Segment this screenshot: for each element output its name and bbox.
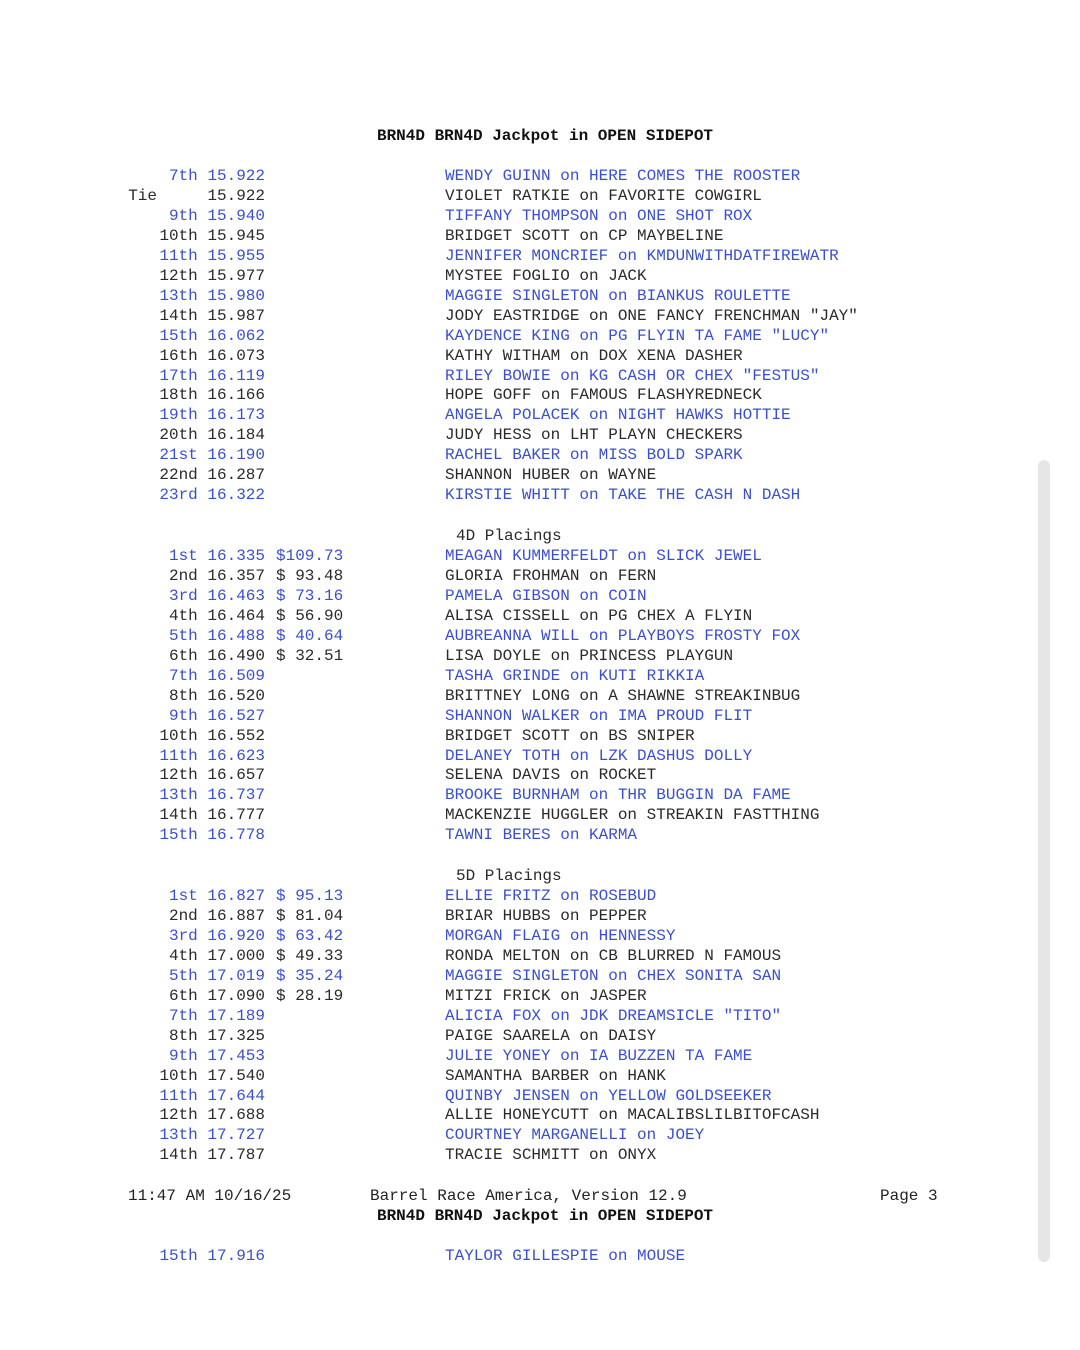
result-row [0, 1006, 1080, 1026]
rider-and-horse: TAWNI BERES on KARMA [445, 826, 638, 845]
place-label: 16th [159, 346, 198, 365]
result-row [0, 966, 1080, 986]
place-and-time [159, 266, 265, 286]
rider-and-horse: SELENA DAVIS on ROCKET [445, 766, 657, 785]
place-and-time [159, 306, 265, 326]
time-value: 16.335 [207, 547, 265, 565]
time-value: 15.922 [207, 167, 265, 185]
rider-and-horse: TRACIE SCHMITT on ONYX [445, 1146, 657, 1165]
place-and-time [169, 926, 265, 946]
rider-and-horse: ANGELA POLACEK on NIGHT HAWKS HOTTIE [445, 406, 791, 425]
result-row [0, 726, 1080, 746]
time-value: 16.463 [207, 586, 265, 605]
result-row [0, 405, 1080, 425]
rider-and-horse: MACKENZIE HUGGLER on STREAKIN FASTTHING [445, 806, 820, 825]
rider-and-horse: MYSTEE FOGLIO on JACK [445, 266, 647, 285]
place-label: 18th [159, 386, 198, 405]
place-label: 14th [159, 1146, 198, 1165]
place-label: 12th [159, 1106, 198, 1125]
result-row [0, 226, 1080, 246]
rider-and-horse: KAYDENCE KING on PG FLYIN TA FAME "LUCY" [445, 326, 830, 345]
prize-amount: $ 73.16 [276, 586, 344, 605]
result-row [0, 266, 1080, 286]
place-and-time [159, 1246, 265, 1266]
place-label: 3rd [168, 586, 198, 605]
time-value: 15.987 [207, 306, 265, 325]
time-value: 16.527 [207, 706, 265, 725]
place-and-time [159, 326, 265, 346]
result-row [0, 825, 1080, 845]
place-and-time [169, 626, 265, 646]
time-value: 17.540 [207, 1066, 265, 1085]
result-row [0, 326, 1080, 346]
place-and-time [169, 886, 265, 906]
time-value: 16.887 [207, 906, 265, 925]
rider-and-horse: BRITTNEY LONG on A SHAWNE STREAKINBUG [445, 686, 801, 705]
time-value: 17.325 [207, 1026, 265, 1045]
place-label: 9th [168, 206, 198, 225]
time-value: 15.922 [207, 186, 265, 205]
place-label: 4th [168, 606, 198, 625]
rider-and-horse: MITZI FRICK on JASPER [445, 986, 647, 1005]
result-row [0, 186, 1080, 206]
place-label: Tie [128, 186, 157, 205]
result-row [0, 1026, 1080, 1046]
section-4d-heading: 4D Placings [456, 527, 562, 545]
rider-and-horse: BRIDGET SCOTT on BS SNIPER [445, 726, 695, 745]
place-label: 10th [159, 1066, 198, 1085]
result-row [0, 606, 1080, 626]
place-label: 9th [168, 1046, 198, 1065]
place-label: 2nd [168, 906, 198, 925]
place-and-time [159, 445, 265, 465]
time-value: 16.920 [207, 926, 265, 945]
rider-and-horse: TIFFANY THOMPSON on ONE SHOT ROX [445, 206, 753, 225]
time-value: 16.737 [207, 786, 265, 805]
result-row [0, 465, 1080, 485]
place-and-time [169, 906, 265, 926]
place-label: 15th [159, 1247, 198, 1265]
result-row [0, 366, 1080, 386]
time-value: 17.916 [207, 1247, 265, 1265]
place-and-time [159, 405, 265, 425]
time-value: 16.357 [207, 566, 265, 585]
result-row [0, 566, 1080, 586]
time-value: 17.189 [207, 1006, 265, 1025]
rider-and-horse: JENNIFER MONCRIEF on KMDUNWITHDATFIREWATR [445, 246, 839, 265]
result-row [0, 1125, 1080, 1145]
time-value: 16.827 [207, 887, 265, 905]
time-value: 16.190 [207, 446, 265, 465]
place-and-time [169, 1006, 265, 1026]
result-row [0, 1066, 1080, 1086]
rider-and-horse: RILEY BOWIE on KG CASH OR CHEX "FESTUS" [445, 366, 820, 385]
prize-amount: $ 28.19 [276, 986, 344, 1005]
prize-amount: $ 35.24 [276, 966, 344, 985]
time-value: 16.623 [207, 746, 265, 765]
time-value: 16.552 [207, 726, 265, 745]
result-row [0, 686, 1080, 706]
place-and-time [128, 186, 265, 206]
place-and-time [159, 226, 265, 246]
prize-amount: $ 63.42 [276, 926, 344, 945]
time-value: 16.464 [207, 606, 265, 625]
place-and-time [159, 346, 265, 366]
time-value: 15.945 [207, 226, 265, 245]
time-value: 16.778 [207, 826, 265, 845]
time-value: 16.520 [207, 686, 265, 705]
time-value: 16.119 [207, 366, 265, 385]
place-label: 8th [168, 1026, 198, 1045]
rider-and-horse: ALLIE HONEYCUTT on MACALIBSLILBITOFCASH [445, 1106, 820, 1125]
place-label: 17th [159, 366, 198, 385]
rider-and-horse: RACHEL BAKER on MISS BOLD SPARK [445, 446, 743, 465]
rider-and-horse: MORGAN FLAIG on HENNESSY [445, 926, 676, 945]
time-value: 15.940 [207, 206, 265, 225]
place-label: 11th [159, 1086, 198, 1105]
prize-amount: $ 81.04 [276, 906, 344, 925]
result-row [0, 346, 1080, 366]
place-label: 8th [168, 686, 198, 705]
place-label: 23rd [159, 486, 198, 505]
place-and-time [169, 1046, 265, 1066]
result-row [0, 1246, 1080, 1266]
place-and-time [169, 686, 265, 706]
place-label: 7th [168, 167, 198, 185]
rider-and-horse: DELANEY TOTH on LZK DASHUS DOLLY [445, 746, 753, 765]
time-value: 16.322 [207, 486, 265, 505]
rider-and-horse: JUDY HESS on LHT PLAYN CHECKERS [445, 426, 743, 445]
place-and-time [159, 1066, 265, 1086]
place-and-time [169, 566, 265, 586]
rider-and-horse: SAMANTHA BARBER on HANK [445, 1066, 666, 1085]
place-label: 11th [159, 246, 198, 265]
result-row [0, 1046, 1080, 1066]
rider-and-horse: VIOLET RATKIE on FAVORITE COWGIRL [445, 186, 762, 205]
result-row [0, 166, 1080, 186]
place-and-time [169, 206, 265, 226]
place-and-time [159, 385, 265, 405]
footer-timestamp: 11:47 AM 10/16/25 [128, 1187, 292, 1205]
place-and-time [159, 825, 265, 845]
result-row [0, 485, 1080, 505]
place-label: 14th [159, 306, 198, 325]
time-value: 15.955 [207, 246, 265, 265]
time-value: 17.090 [207, 986, 265, 1005]
place-label: 12th [159, 266, 198, 285]
place-label: 9th [168, 706, 198, 725]
result-row [0, 286, 1080, 306]
rider-and-horse: TAYLOR GILLESPIE on MOUSE [445, 1247, 686, 1265]
place-label: 13th [159, 786, 198, 805]
rider-and-horse: BROOKE BURNHAM on THR BUGGIN DA FAME [445, 786, 791, 805]
rider-and-horse: LISA DOYLE on PRINCESS PLAYGUN [445, 646, 734, 665]
place-label: 5th [168, 966, 198, 985]
result-row [0, 1086, 1080, 1106]
time-value: 17.787 [207, 1146, 265, 1165]
place-label: 11th [159, 746, 198, 765]
rider-and-horse: PAIGE SAARELA on DAISY [445, 1026, 657, 1045]
time-value: 16.777 [207, 806, 265, 825]
result-row [0, 746, 1080, 766]
place-and-time [159, 425, 265, 445]
place-and-time [169, 1026, 265, 1046]
rider-and-horse: MEAGAN KUMMERFELDT on SLICK JEWEL [445, 547, 762, 565]
rider-and-horse: ELLIE FRITZ on ROSEBUD [445, 887, 657, 905]
result-row [0, 785, 1080, 805]
result-row [0, 445, 1080, 465]
result-row [0, 805, 1080, 825]
place-and-time [169, 666, 265, 686]
rider-and-horse: SHANNON WALKER on IMA PROUD FLIT [445, 706, 753, 725]
scrollbar[interactable] [1038, 460, 1050, 1262]
prize-amount: $ 95.13 [276, 887, 344, 905]
place-and-time [169, 586, 265, 606]
result-row [0, 646, 1080, 666]
place-label: 6th [168, 986, 198, 1005]
place-and-time [159, 1125, 265, 1145]
rider-and-horse: MAGGIE SINGLETON on BIANKUS ROULETTE [445, 286, 791, 305]
place-label: 22nd [159, 466, 198, 485]
result-row [0, 1105, 1080, 1125]
place-label: 5th [168, 626, 198, 645]
place-label: 2nd [168, 566, 198, 585]
rider-and-horse: KATHY WITHAM on DOX XENA DASHER [445, 346, 743, 365]
footer-software: Barrel Race America, Version 12.9 [370, 1187, 687, 1205]
result-row [0, 206, 1080, 226]
rider-and-horse: KIRSTIE WHITT on TAKE THE CASH N DASH [445, 486, 801, 505]
rider-and-horse: QUINBY JENSEN on YELLOW GOLDSEEKER [445, 1086, 772, 1105]
result-row [0, 546, 1080, 566]
result-row [0, 246, 1080, 266]
rider-and-horse: HOPE GOFF on FAMOUS FLASHYREDNECK [445, 386, 762, 405]
footer-page-number: Page 3 [880, 1187, 938, 1205]
result-row [0, 946, 1080, 966]
place-and-time [159, 366, 265, 386]
place-and-time [169, 606, 265, 626]
place-label: 1st [168, 887, 198, 905]
time-value: 17.727 [207, 1126, 265, 1145]
place-label: 1st [168, 547, 198, 565]
place-label: 7th [168, 1006, 198, 1025]
place-and-time [169, 986, 265, 1006]
rider-and-horse: JULIE YONEY on IA BUZZEN TA FAME [445, 1046, 753, 1065]
time-value: 15.980 [207, 286, 265, 305]
time-value: 17.453 [207, 1046, 265, 1065]
time-value: 16.490 [207, 646, 265, 665]
prize-amount: $ 40.64 [276, 626, 344, 645]
rider-and-horse: SHANNON HUBER on WAYNE [445, 466, 657, 485]
place-label: 15th [159, 826, 198, 845]
result-row [0, 306, 1080, 326]
rider-and-horse: BRIAR HUBBS on PEPPER [445, 906, 647, 925]
time-value: 16.166 [207, 386, 265, 405]
prize-amount: $ 32.51 [276, 646, 344, 665]
place-label: 21st [159, 446, 198, 465]
place-and-time [159, 1086, 265, 1106]
rider-and-horse: COURTNEY MARGANELLI on JOEY [445, 1126, 705, 1145]
time-value: 17.019 [207, 966, 265, 985]
place-label: 10th [159, 726, 198, 745]
place-and-time [169, 946, 265, 966]
place-and-time [159, 765, 265, 785]
place-label: 13th [159, 1126, 198, 1145]
rider-and-horse: TASHA GRINDE on KUTI RIKKIA [445, 666, 705, 685]
result-row [0, 886, 1080, 906]
place-and-time [169, 706, 265, 726]
result-row [0, 906, 1080, 926]
prize-amount: $109.73 [276, 547, 344, 565]
place-label: 13th [159, 286, 198, 305]
rider-and-horse: MAGGIE SINGLETON on CHEX SONITA SAN [445, 966, 782, 985]
place-and-time [159, 286, 265, 306]
place-label: 7th [168, 666, 198, 685]
result-row [0, 926, 1080, 946]
result-row [0, 765, 1080, 785]
place-and-time [159, 805, 265, 825]
page-title: BRN4D BRN4D Jackpot in OPEN SIDEPOT [376, 127, 714, 145]
rider-and-horse: BRIDGET SCOTT on CP MAYBELINE [445, 226, 724, 245]
place-and-time [159, 246, 265, 266]
place-label: 3rd [168, 926, 198, 945]
place-and-time [169, 646, 265, 666]
result-row [0, 666, 1080, 686]
place-label: 19th [159, 406, 198, 425]
footer-title: BRN4D BRN4D Jackpot in OPEN SIDEPOT [376, 1207, 714, 1225]
time-value: 17.688 [207, 1106, 265, 1125]
place-label: 4th [168, 946, 198, 965]
place-and-time [159, 1145, 265, 1165]
rider-and-horse: JODY EASTRIDGE on ONE FANCY FRENCHMAN "JAY" [445, 306, 858, 325]
time-value: 15.977 [207, 266, 265, 285]
place-label: 15th [159, 326, 198, 345]
rider-and-horse: ALISA CISSELL on PG CHEX A FLYIN [445, 606, 753, 625]
result-row [0, 425, 1080, 445]
time-value: 17.000 [207, 946, 265, 965]
place-and-time [169, 966, 265, 986]
place-label: 6th [168, 646, 198, 665]
prize-amount: $ 56.90 [276, 606, 344, 625]
place-and-time [159, 726, 265, 746]
rider-and-horse: AUBREANNA WILL on PLAYBOYS FROSTY FOX [445, 626, 801, 645]
place-label: 10th [159, 226, 198, 245]
result-row [0, 706, 1080, 726]
time-value: 16.488 [207, 626, 265, 645]
time-value: 16.062 [207, 326, 265, 345]
place-label: 14th [159, 806, 198, 825]
time-value: 16.073 [207, 346, 265, 365]
result-row [0, 385, 1080, 405]
place-and-time [159, 1105, 265, 1125]
result-row [0, 626, 1080, 646]
rider-and-horse: GLORIA FROHMAN on FERN [445, 566, 657, 585]
result-row [0, 986, 1080, 1006]
rider-and-horse: ALICIA FOX on JDK DREAMSICLE "TITO" [445, 1006, 782, 1025]
place-and-time [159, 785, 265, 805]
place-and-time [159, 485, 265, 505]
rider-and-horse: WENDY GUINN on HERE COMES THE ROOSTER [445, 167, 801, 185]
place-and-time [159, 746, 265, 766]
place-label: 20th [159, 426, 198, 445]
prize-amount: $ 93.48 [276, 566, 344, 585]
result-row [0, 586, 1080, 606]
place-label: 12th [159, 766, 198, 785]
prize-amount: $ 49.33 [276, 946, 344, 965]
time-value: 16.287 [207, 466, 265, 485]
section-5d-heading: 5D Placings [456, 867, 562, 885]
time-value: 16.657 [207, 766, 265, 785]
time-value: 16.509 [207, 666, 265, 685]
time-value: 16.173 [207, 406, 265, 425]
time-value: 17.644 [207, 1086, 265, 1105]
result-row [0, 1145, 1080, 1165]
time-value: 16.184 [207, 426, 265, 445]
place-and-time [169, 166, 265, 186]
place-and-time [159, 465, 265, 485]
rider-and-horse: PAMELA GIBSON on COIN [445, 586, 647, 605]
place-and-time [169, 546, 265, 566]
rider-and-horse: RONDA MELTON on CB BLURRED N FAMOUS [445, 946, 782, 965]
